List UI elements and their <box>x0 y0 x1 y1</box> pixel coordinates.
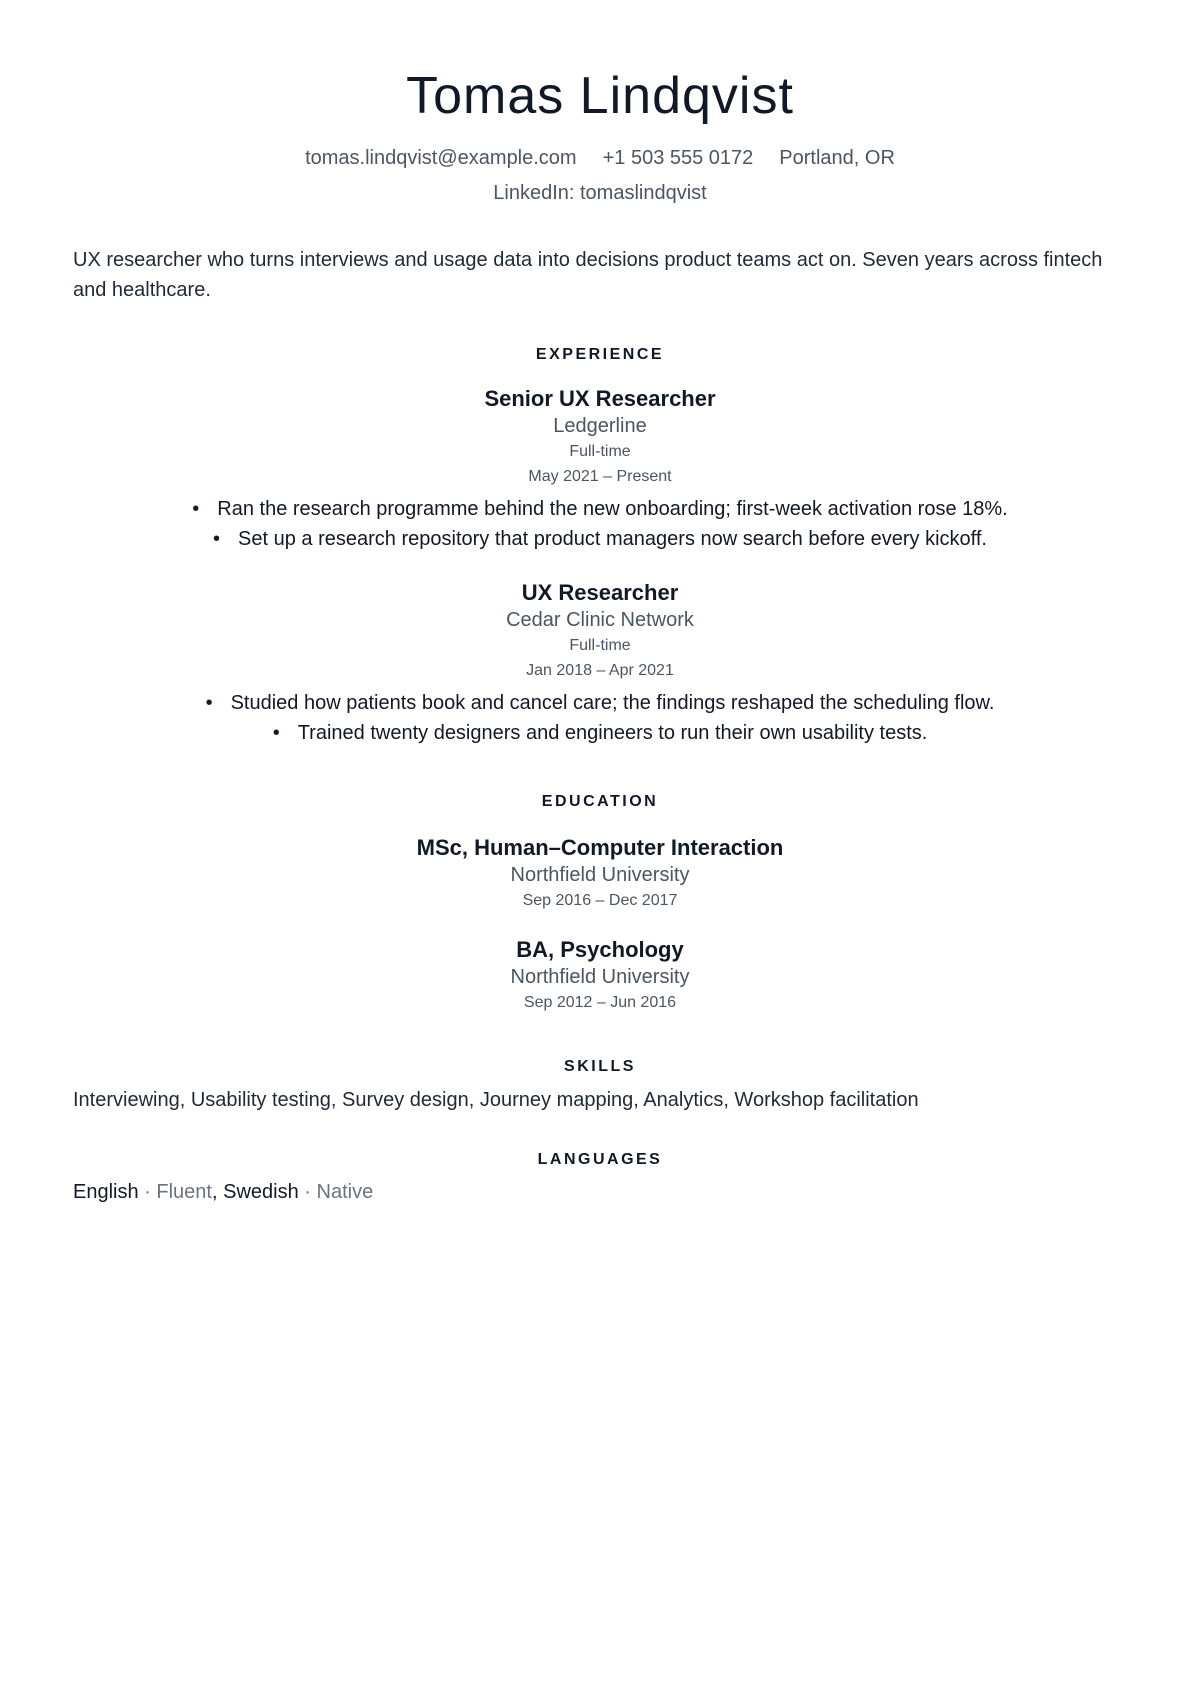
job-bullet: • Ran the research programme behind the new onboarding; first-week activation rose 18%. <box>0 494 1200 524</box>
job-dates: Jan 2018 – Apr 2021 <box>526 662 674 679</box>
school-name: Northfield University <box>510 966 690 988</box>
candidate-name: Tomas Lindqvist <box>406 67 794 125</box>
education-dates: Sep 2012 – Jun 2016 <box>523 994 677 1011</box>
phone-text: +1 503 555 0172 <box>602 147 754 169</box>
education-dates: Sep 2016 – Dec 2017 <box>522 892 678 909</box>
education-entry <box>0 834 1200 913</box>
job-company: Ledgerline <box>553 415 647 437</box>
job-bullet: • Trained twenty designers and engineers to run their own usability tests. <box>0 718 1200 748</box>
language-name: Swedish <box>223 1181 299 1203</box>
summary-text: UX researcher who turns interviews and usage data into decisions product teams act on. Seven years across fintech and healthcare. <box>73 249 1103 301</box>
degree-title: MSc, Human–Computer Interaction <box>416 835 784 860</box>
job-entry <box>0 579 1200 748</box>
job-bullet: • Studied how patients book and cancel care; the findings reshaped the scheduling flow. <box>0 688 1200 718</box>
location-text: Portland, OR <box>779 147 895 169</box>
education-heading: EDUCATION <box>541 793 659 810</box>
school-name: Northfield University <box>510 864 690 886</box>
skills-text: Interviewing, Usability testing, Survey design, Journey mapping, Analytics, Workshop facilitation <box>73 1089 919 1111</box>
language-level: Fluent <box>156 1181 212 1203</box>
job-type: Full-time <box>569 443 631 460</box>
job-bullets <box>0 494 1200 554</box>
language-name: English <box>73 1181 139 1203</box>
job-bullet: • Set up a research repository that product managers now search before every kickoff. <box>0 524 1200 554</box>
languages-list <box>73 1177 1140 1207</box>
education-entry <box>0 936 1200 1015</box>
email-text: tomas.lindqvist@example.com <box>305 147 577 169</box>
job-bullets <box>0 688 1200 748</box>
skills-heading: SKILLS <box>564 1058 636 1075</box>
contact-line <box>0 146 1200 170</box>
languages-heading: LANGUAGES <box>537 1151 663 1168</box>
degree-title: BA, Psychology <box>516 937 684 962</box>
job-role: UX Researcher <box>521 580 679 605</box>
language-level: Native <box>316 1181 374 1203</box>
language-separator: · <box>138 1181 157 1203</box>
job-entry <box>0 385 1200 554</box>
language-separator: · <box>298 1181 317 1203</box>
job-role: Senior UX Researcher <box>484 386 716 411</box>
job-type: Full-time <box>569 637 631 654</box>
job-dates: May 2021 – Present <box>528 468 672 485</box>
experience-heading: EXPERIENCE <box>535 346 665 363</box>
job-company: Cedar Clinic Network <box>506 609 694 631</box>
linkedin-text: LinkedIn: tomaslindqvist <box>493 182 707 204</box>
language-comma: , <box>211 1181 224 1203</box>
